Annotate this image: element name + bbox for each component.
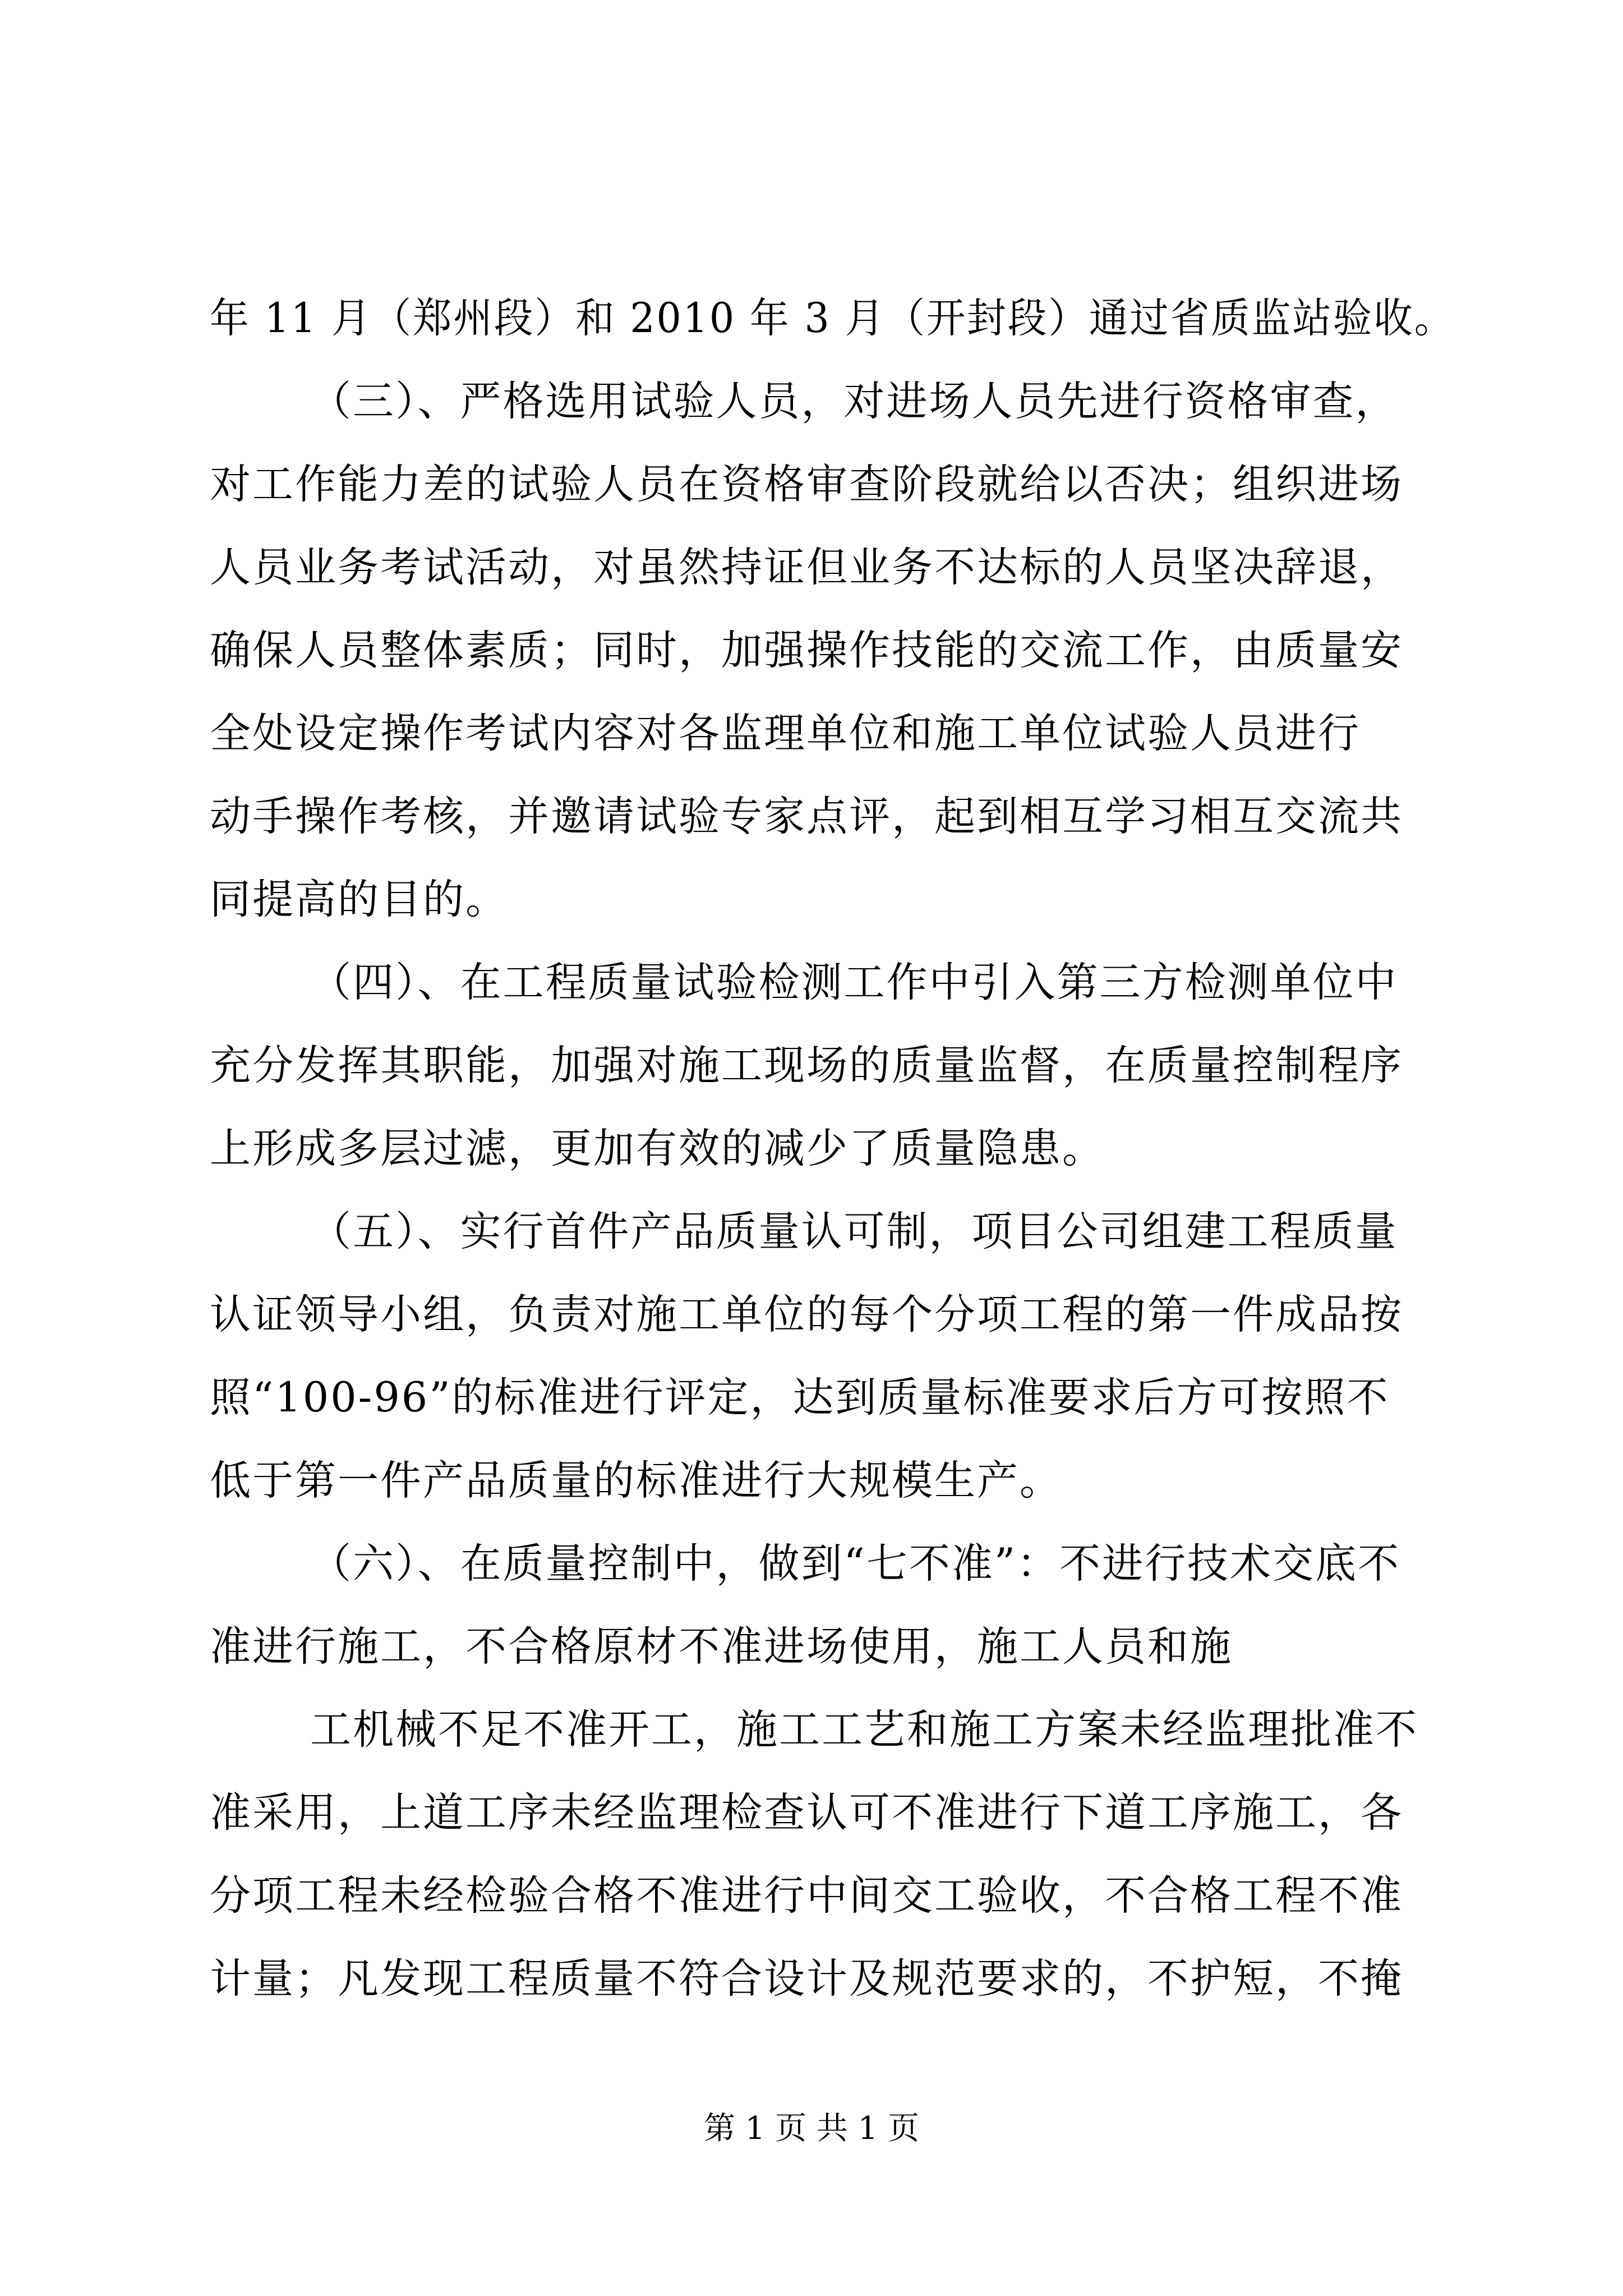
page-footer: 第 1 页 共 1 页 [703, 2110, 920, 2147]
text-line: 工机械不足不准开工，施工工艺和施工方案未经监理批准不 [310, 1706, 1418, 1754]
text-line: 同提高的目的。 [210, 876, 508, 923]
text-line: （五）、实行首件产品质量认可制，项目公司组建工程质量 [310, 1208, 1398, 1255]
text-line: 计量；凡发现工程质量不符合设计及规范要求的，不护短，不掩 [210, 1955, 1403, 2003]
text-line: 上形成多层过滤，更加有效的减少了质量隐患。 [210, 1125, 1105, 1172]
text-line: 低于第一件产品质量的标准进行大规模生产。 [210, 1457, 1062, 1504]
text-line: （六）、在质量控制中，做到“七不准”：不进行技术交底不 [310, 1540, 1401, 1588]
text-line: 认证领导小组，负责对施工单位的每个分项工程的第一件成品按 [210, 1291, 1403, 1338]
text-line: 充分发挥其职能，加强对施工现场的质量监督，在质量控制程序 [210, 1042, 1403, 1089]
text-line: 全处设定操作考试内容对各监理单位和施工单位试验人员进行 [210, 710, 1361, 757]
text-line: 准进行施工，不合格原材不准进场使用，施工人员和施 [210, 1623, 1233, 1671]
text-line: 准采用，上道工序未经监理检查认可不准进行下道工序施工，各 [210, 1789, 1403, 1837]
text-line: 分项工程未经检验合格不准进行中间交工验收，不合格工程不准 [210, 1872, 1403, 1920]
text-line: 人员业务考试活动，对虽然持证但业务不达标的人员坚决辞退， [210, 544, 1403, 591]
text-line: 对工作能力差的试验人员在资格审查阶段就给以否决；组织进场 [210, 461, 1403, 508]
text-line: 年 11 月（郑州段）和 2010 年 3 月（开封段）通过省质监站验收。 [210, 295, 1455, 342]
text-line: （四）、在工程质量试验检测工作中引入第三方检测单位中 [310, 959, 1398, 1006]
text-line: （三）、严格选用试验人员，对进场人员先进行资格审查， [310, 378, 1398, 425]
text-line: 照“100-96”的标准进行评定，达到质量标准要求后方可按照不 [210, 1374, 1390, 1421]
text-line: 动手操作考核，并邀请试验专家点评，起到相互学习相互交流共 [210, 793, 1403, 840]
text-line: 确保人员整体素质；同时，加强操作技能的交流工作，由质量安 [210, 627, 1403, 674]
